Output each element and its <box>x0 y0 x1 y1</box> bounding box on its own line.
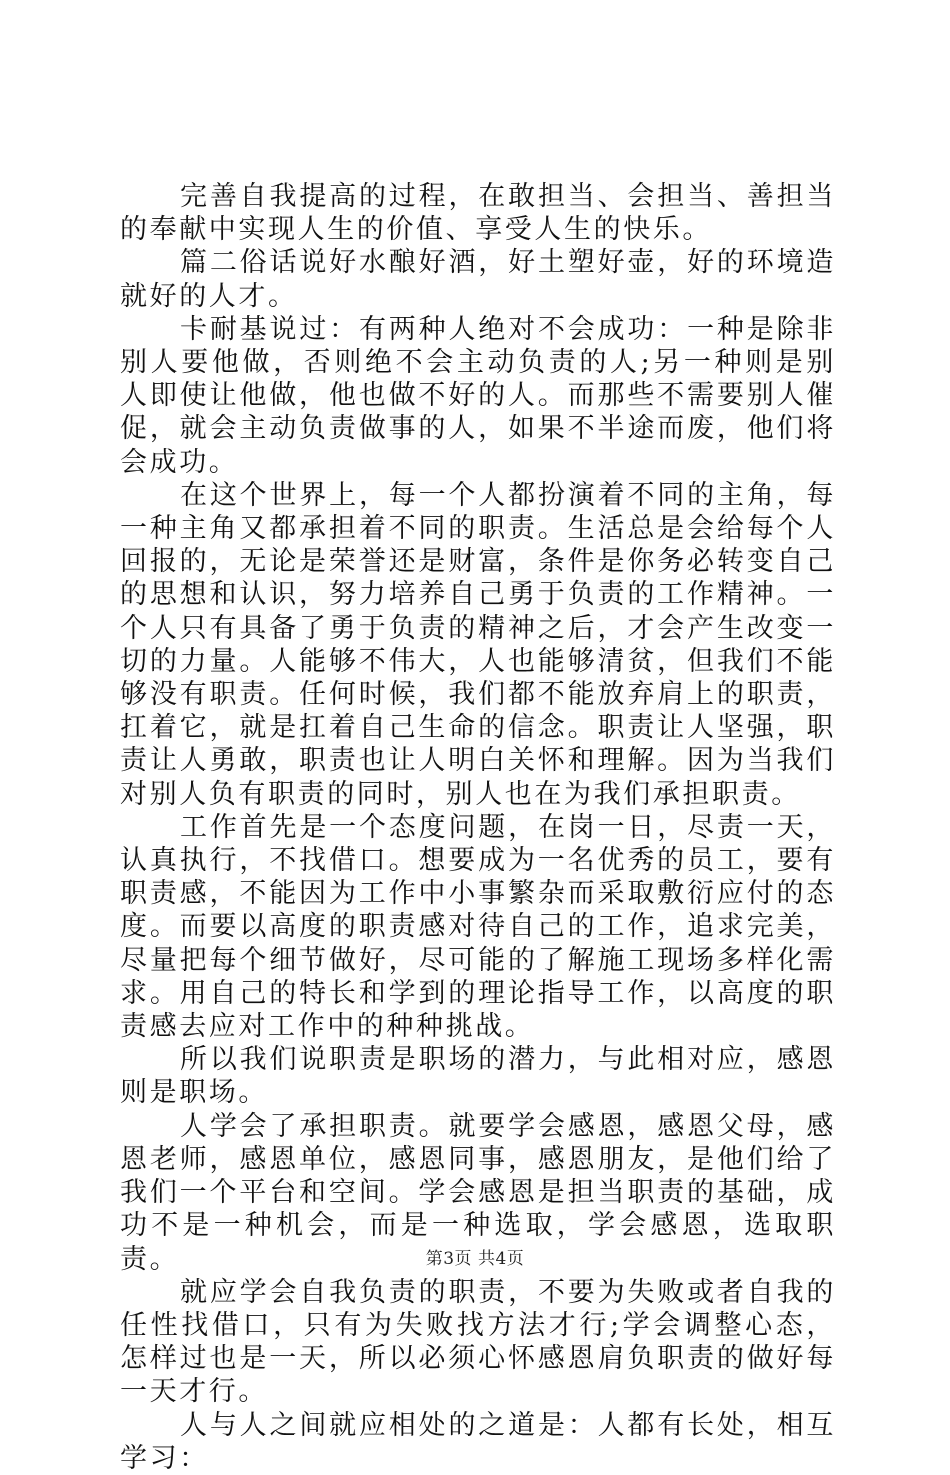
paragraph: 卡耐基说过：有两种人绝对不会成功：一种是除非别人要他做，否则绝不会主动负责的人;另一种则是别人即使让他做，他也做不好的人。而那些不需要别人催促，就会主动负责做事的人，如果不半途而废，他们将会成功。 <box>120 313 836 478</box>
paragraph: 人学会了承担职责。就要学会感恩，感恩父母，感恩老师，感恩单位，感恩同事，感恩朋友，是他们给了我们一个平台和空间。学会感恩是担当职责的基础，成功不是一种机会，而是一种选取，学会感恩，选取职责。 <box>120 1110 836 1275</box>
paragraph: 篇二俗话说好水酿好酒，好土塑好壶，好的环境造就好的人才。 <box>120 247 836 312</box>
paragraph: 工作首先是一个态度问题，在岗一日，尽责一天，认真执行，不找借口。想要成为一名优秀的员工，要有职责感，不能因为工作中小事繁杂而采取敷衍应付的态度。而要以高度的职责感对待自己的工作，追求完美，尽量把每个细节做好，尽可能的了解施工现场多样化需求。用自己的特长和学到的理论指导工作，以高度的职责感去应对工作中的种种挑战。 <box>120 811 836 1043</box>
paragraph: 在这个世界上，每一个人都扮演着不同的主角，每一种主角又都承担着不同的职责。生活总是会给每个人回报的，无论是荣誉还是财富，条件是你务必转变自己的思想和认识，努力培养自己勇于负责的工作精神。一个人只有具备了勇于负责的精神之后，才会产生改变一切的力量。人能够不伟大，人也能够清贫，但我们不能够没有职责。任何时候，我们都不能放弃肩上的职责，扛着它，就是扛着自己生命的信念。职责让人坚强，职责让人勇敢，职责也让人明白关怀和理解。因为当我们对别人负有职责的同时，别人也在为我们承担职责。 <box>120 479 836 810</box>
paragraph: 就应学会自我负责的职责，不要为失败或者自我的任性找借口，只有为失败找方法才行;学会调整心态，怎样过也是一天，所以必须心怀感恩肩负职责的做好每一天才行。 <box>120 1276 836 1408</box>
paragraph: 完善自我提高的过程，在敢担当、会担当、善担当的奉献中实现人生的价值、享受人生的快乐。 <box>120 181 836 246</box>
paragraph: 人与人之间就应相处的之道是：人都有长处，相互学习： <box>120 1409 836 1474</box>
document-body <box>120 180 836 1475</box>
paragraph: 所以我们说职责是职场的潜力，与此相对应，感恩则是职场。 <box>120 1044 836 1109</box>
page-footer: 第3页 共4页 <box>425 1249 525 1269</box>
